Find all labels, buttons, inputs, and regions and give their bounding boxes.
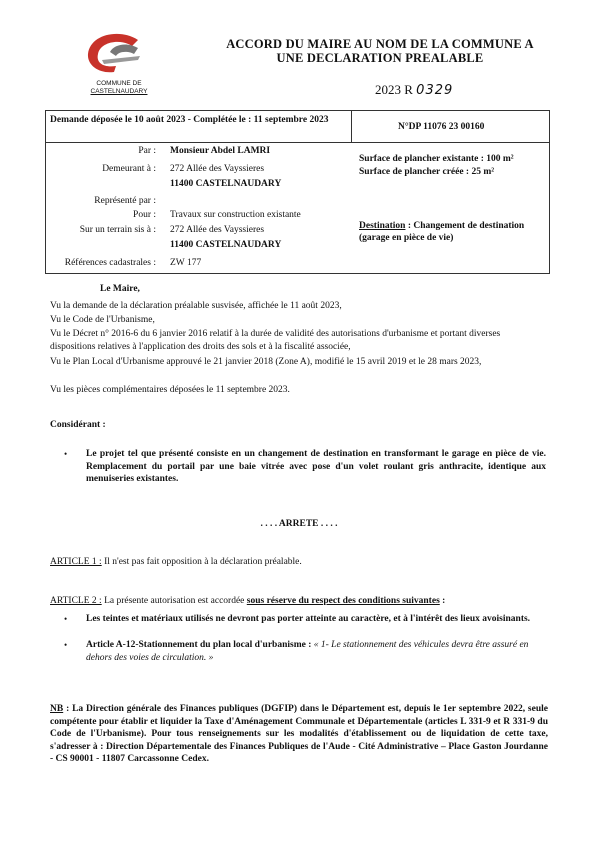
article-2-colon: : — [439, 596, 446, 606]
article-2-reserve: sous réserve du respect des conditions suivantes — [246, 596, 440, 606]
title-line1: ACCORD DU MAIRE AU NOM DE LA COMMUNE A — [226, 37, 534, 51]
condition-1: Les teintes et matériaux utilisés ne devront pas porter atteinte au caractère, et à l'intérêt des lieux avoisinants. — [86, 614, 531, 624]
commune-name — [74, 80, 164, 95]
condition-2-quote: « 1- Le stationnement des véhicules devra être assuré en dehors des voies de circulation. » — [86, 640, 529, 663]
nb-note — [50, 703, 548, 766]
demeurant-line2: 11400 CASTELNAUDARY — [170, 179, 282, 189]
dossier-number: N°DP 11076 23 00160 — [398, 122, 485, 132]
cadastre-value: ZW 177 — [170, 258, 202, 268]
title-line2: UNE DECLARATION PREALABLE — [276, 51, 484, 65]
destination — [359, 220, 544, 244]
terrain-line1: 272 Allée des Vayssieres — [170, 225, 265, 235]
vu-3: Vu le Décret n° 2016-6 du 6 janvier 2016 relatif à la durée de validité des autorisations d'urbanisme et portant diverses dispositions relatives à l'application des droits des sols et à la fiscalité associée, — [50, 329, 501, 352]
ref-handwritten: 0329 — [416, 83, 454, 98]
destination-value: : Changement de destination (garage en pièce de vie) — [359, 221, 525, 243]
surface-creee: Surface de plancher créée : 25 m² — [359, 167, 495, 177]
vu-2: Vu le Code de l'Urbanisme, — [50, 315, 155, 325]
vu-5: Vu les pièces complémentaires déposées le 11 septembre 2023. — [50, 385, 290, 395]
pour-label: Pour : — [133, 210, 156, 220]
surface-existante: Surface de plancher existante : 100 m² — [359, 154, 514, 164]
destination-label: Destination — [359, 221, 406, 231]
par-label: Par : — [138, 146, 156, 156]
reference-number — [375, 82, 453, 98]
considerant-heading: Considérant : — [50, 420, 106, 430]
box-divider — [46, 142, 549, 143]
article-1 — [50, 556, 548, 569]
demande-date: Demande déposée le 10 août 2023 - Complétée le : 11 septembre 2023 — [50, 115, 329, 125]
bullet-icon: • — [64, 614, 68, 624]
commune-line2: CASTELNAUDARY — [90, 87, 148, 95]
dossier-info-box — [45, 110, 550, 274]
ref-year: 2023 R — [375, 82, 413, 97]
condition-2-label: Article A-12-Stationnement du plan local d'urbanisme : — [86, 640, 312, 650]
document-title — [200, 37, 560, 65]
box-vertical-divider — [351, 111, 352, 142]
pour-value: Travaux sur construction existante — [170, 210, 301, 220]
article-2-label: ARTICLE 2 : — [50, 596, 102, 606]
demeurant-label: Demeurant à : — [102, 164, 156, 174]
terrain-label: Sur un terrain sis à : — [79, 225, 156, 235]
commune-line1: COMMUNE DE — [96, 80, 142, 87]
demeurant-line1: 272 Allée des Vayssieres — [170, 164, 265, 174]
le-maire: Le Maire, — [100, 284, 140, 294]
par-value: Monsieur Abdel LAMRI — [170, 146, 271, 156]
article-2-text: La présente autorisation est accordée — [101, 596, 247, 606]
nb-text: : La Direction générale des Finances publiques (DGFIP) dans le Département est, depuis le 1er septembre 2022, seule compétente pour établir et liquider la Taxe d'Aménagement Communale et Départementale (articles L 331-9 et R 331-9 du Code de l'Urbanisme). Pour tous renseignements sur les modalités d'établissement ou de liquidation de cette taxe, s'adresser à : Direction Départementale des Finances Publiques de l'Aude - Cité Administrative – Place Gaston Jourdanne - CS 90001 - 11807 Carcassonne Cedex. — [50, 704, 548, 764]
article-1-label: ARTICLE 1 : — [50, 557, 102, 567]
considerant-text: Le projet tel que présenté consiste en un changement de destination en transformant le garage en pièce de vie. Remplacement du portail par une baie vitrée avec pose d'un volet roulant gris anthracite, identique aux menuiseries existantes. — [86, 449, 546, 484]
condition-2 — [86, 639, 546, 664]
article-2 — [50, 595, 548, 608]
bullet-icon: • — [64, 449, 68, 459]
arrete-heading: . . . . ARRETE . . . . — [260, 519, 338, 529]
nb-label: NB — [50, 704, 64, 714]
vu-1: Vu la demande de la déclaration préalable susvisée, affichée le 11 août 2023, — [50, 301, 342, 311]
terrain-line2: 11400 CASTELNAUDARY — [170, 240, 282, 250]
represente-label: Représenté par : — [94, 196, 156, 206]
cadastre-label: Références cadastrales : — [64, 258, 156, 268]
vu-4: Vu le Plan Local d'Urbanisme approuvé le 21 janvier 2018 (Zone A), modifié le 15 avril 2019 et le 28 mars 2023, — [50, 357, 482, 367]
bullet-icon: • — [64, 640, 68, 650]
article-1-text: Il n'est pas fait opposition à la déclaration préalable. — [101, 557, 302, 567]
